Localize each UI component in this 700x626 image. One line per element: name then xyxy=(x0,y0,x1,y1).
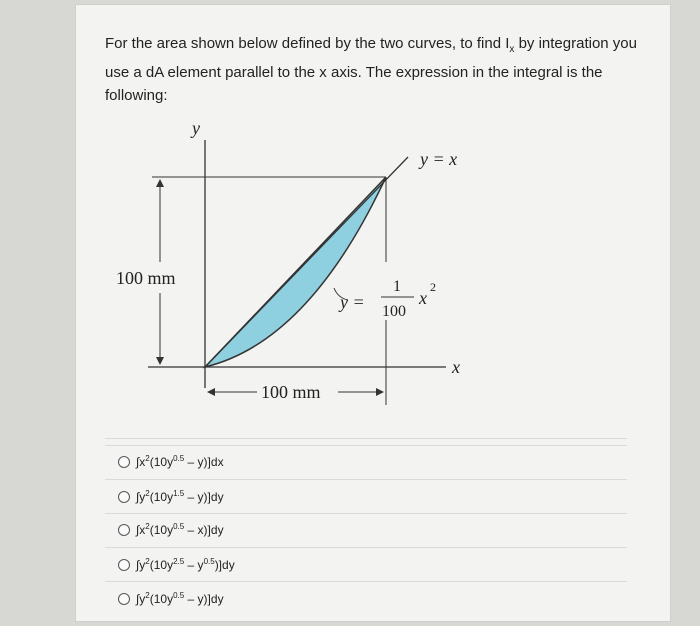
divider-4 xyxy=(105,513,627,514)
divider-1 xyxy=(105,438,627,439)
radio-button[interactable] xyxy=(118,524,130,536)
line-y-equals-x xyxy=(205,157,408,367)
divider-2 xyxy=(105,445,627,446)
question-subscript: x xyxy=(509,44,515,55)
divider-3 xyxy=(105,479,627,480)
curve-variable: x xyxy=(419,288,427,308)
y-axis-label: y xyxy=(192,118,200,138)
curve-label-prefix: y = xyxy=(340,292,365,312)
x-axis-label: x xyxy=(452,357,460,377)
height-label: 100 mm xyxy=(116,268,176,288)
radio-button[interactable] xyxy=(118,456,130,468)
curve-exponent: 2 xyxy=(430,280,436,294)
option-1[interactable] xyxy=(118,451,224,473)
option-1-label: $\int x^2(10y^{0.5} - y)]dx$ xyxy=(136,454,224,469)
option-4[interactable] xyxy=(118,554,235,576)
width-label: 100 mm xyxy=(261,382,321,402)
option-3[interactable] xyxy=(118,519,224,541)
question-text-part2: by integration you use a dA element parallel to the x axis. The expression in the integral is the following: xyxy=(105,35,637,104)
divider-5 xyxy=(105,547,627,548)
option-4-label: $\int y^2(10y^{2.5} - y^{0.5})]dy$ xyxy=(136,557,235,572)
option-2[interactable] xyxy=(118,486,224,508)
option-3-label: $\int x^2(10y^{0.5} - x)]dy$ xyxy=(136,522,224,537)
radio-button[interactable] xyxy=(118,559,130,571)
option-5[interactable] xyxy=(118,588,224,610)
curve-numerator: 1 xyxy=(393,278,401,295)
option-5-label: $\int y^2(10y^{0.5} - y)]dy$ xyxy=(136,591,224,606)
radio-button[interactable] xyxy=(118,491,130,503)
line-label: y = x xyxy=(420,149,458,169)
divider-6 xyxy=(105,581,627,582)
curve-denominator: 100 xyxy=(382,303,406,320)
question-text-part1: For the area shown below defined by the two curves, to find I xyxy=(105,35,510,52)
radio-button[interactable] xyxy=(118,593,130,605)
option-2-label: $\int y^2(10y^{1.5} - y)]dy$ xyxy=(136,489,224,504)
